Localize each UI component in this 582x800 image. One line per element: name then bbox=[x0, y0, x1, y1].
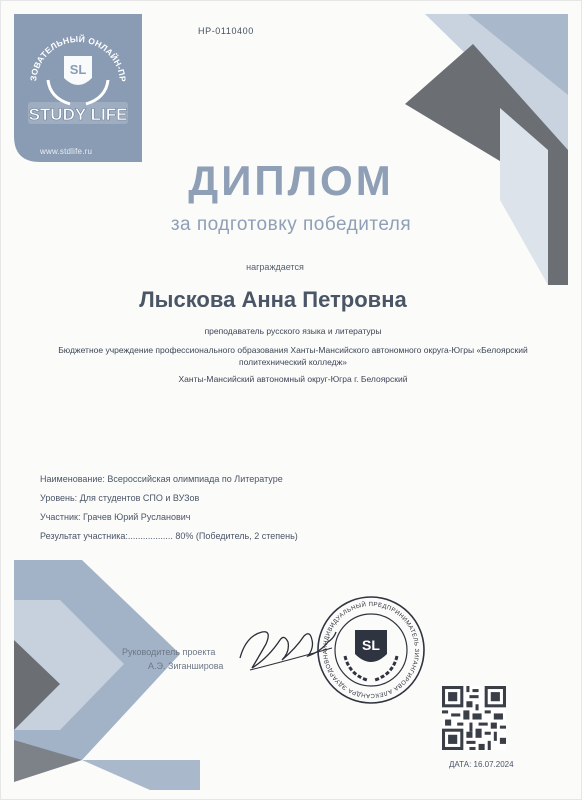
official-stamp bbox=[315, 594, 427, 706]
logo-monogram: SL bbox=[69, 62, 87, 77]
competition-details bbox=[40, 470, 298, 546]
laurel-left-icon bbox=[48, 80, 70, 104]
competition-name-label: Наименование: bbox=[40, 474, 105, 484]
competition-name-row bbox=[40, 470, 298, 489]
result-value: 80% (Победитель, 2 степень) bbox=[175, 531, 298, 541]
level-row bbox=[40, 489, 298, 508]
recipient-position: преподаватель русского языка и литературы bbox=[204, 326, 382, 336]
competition-name-value: Всероссийская олимпиада по Литературе bbox=[107, 474, 283, 484]
stamp-monogram: SL bbox=[362, 637, 380, 653]
study-life-logo bbox=[14, 14, 142, 162]
serial-number: НР-0110400 bbox=[198, 26, 254, 36]
diploma-title: ДИПЛОМ bbox=[188, 157, 394, 204]
recipient-name: Лыскова Анна Петровна bbox=[139, 287, 407, 312]
participant-value: Грачев Юрий Русланович bbox=[83, 512, 191, 522]
logo-url: www.stdlife.ru bbox=[40, 147, 93, 156]
level-value: Для студентов СПО и ВУЗов bbox=[79, 493, 200, 503]
signatory-role: Руководитель проекта bbox=[122, 647, 216, 657]
level-label: Уровень: bbox=[40, 493, 78, 503]
awarded-label: награждается bbox=[246, 262, 304, 272]
stamp-ring-text: ИНДИВИДУАЛЬНЫЙ ПРЕДПРИНИМАТЕЛЬ ЗИГАНГИРОВА АЛЕКСАНДРА ЭДУАРДОВНА bbox=[322, 601, 420, 699]
signatory-block bbox=[122, 645, 223, 673]
result-label: Результат участника: bbox=[40, 531, 128, 541]
bottom-left-base-band bbox=[82, 760, 200, 790]
diploma-subtitle: за подготовку победителя bbox=[170, 214, 412, 235]
location: Ханты-Мансийский автономный округ-Югра г. Белоярский bbox=[178, 374, 408, 384]
participant-label: Участник: bbox=[40, 512, 81, 522]
logo-arc-text: ЗОВАТЕЛЬНЫЙ ОНЛАЙН-ПР bbox=[28, 33, 129, 83]
issue-date: ДАТА: 16.07.2024 bbox=[449, 760, 514, 769]
result-dots: .................. bbox=[127, 531, 173, 541]
participant-row bbox=[40, 508, 298, 527]
signatory-name: А.Э. Зиганширова bbox=[148, 661, 224, 671]
qr-code-icon bbox=[442, 686, 506, 750]
logo-brand: STUDY LIFE bbox=[28, 105, 128, 124]
laurel-right-icon bbox=[86, 80, 108, 104]
institution-line-2: политехнический колледж» bbox=[238, 357, 348, 367]
institution-line-1: Бюджетное учреждение профессионального образования Ханты-Мансийского автономного округа-Югры «Белоярский bbox=[58, 345, 528, 355]
result-row bbox=[40, 527, 298, 546]
